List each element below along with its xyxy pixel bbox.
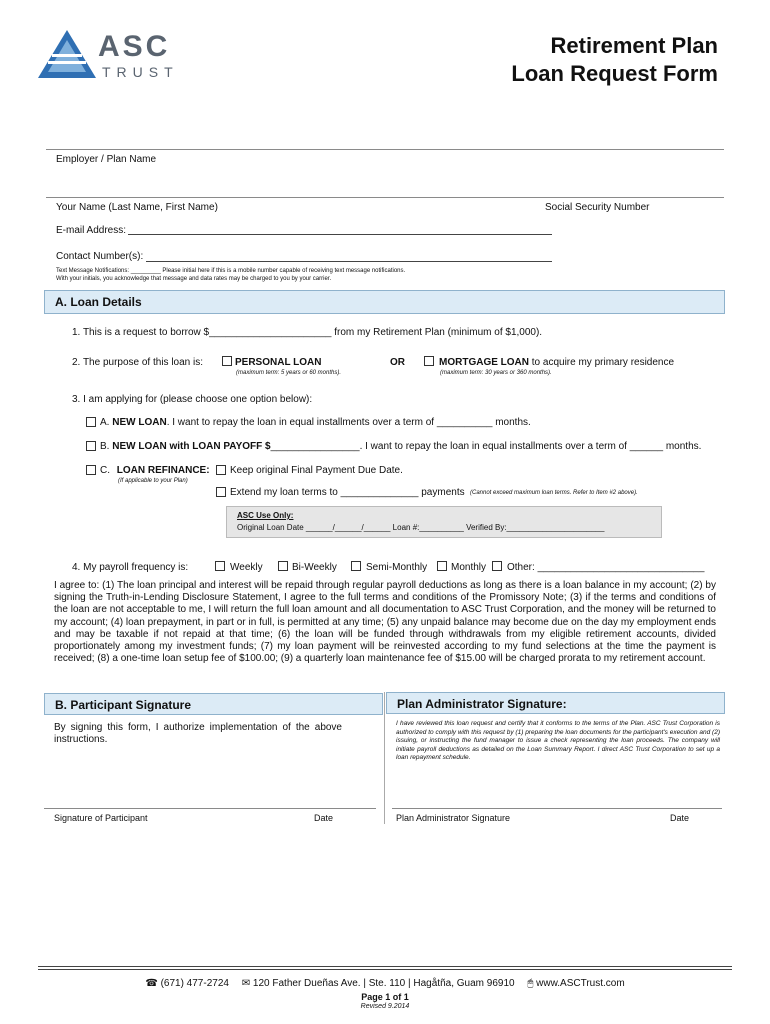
keep-original-label: Keep original Final Payment Due Date. — [230, 465, 403, 476]
option-c-line — [100, 465, 210, 476]
form-title — [511, 32, 718, 88]
option-b-rest: ________________. I want to repay the loan in equal installments over a term of ______ months. — [270, 441, 702, 452]
footer-web[interactable]: www.ASCTrust.com — [536, 978, 625, 989]
freq-biweekly-checkbox[interactable] — [278, 561, 288, 571]
asc-use-box — [226, 506, 662, 538]
section-a-title: A. Loan Details — [55, 295, 142, 309]
logo-name: ASC — [98, 30, 171, 63]
asc-logo-icon — [36, 28, 98, 80]
freq-biweekly-label: Bi-Weekly — [292, 562, 337, 573]
personal-loan-term: (maximum term: 5 years or 60 months). — [236, 370, 342, 376]
option-b-checkbox[interactable] — [86, 441, 96, 451]
freq-semimonthly-checkbox[interactable] — [351, 561, 361, 571]
option-a-label: A. — [100, 417, 110, 428]
plan-admin-sig-label: Plan Administrator Signature — [396, 813, 511, 823]
option-c-note: (If applicable to your Plan) — [118, 478, 188, 484]
agreement-text: I agree to: (1) The loan principal and interest will be repaid through regular payroll deductions as long as there is a loan balance in my account; (2) by signing the Truth-in-Lending Disclosure Statement, I agree to the full terms and conditions of the Promissory Note; (3) if the terms and conditions of the loan are not acceptable to me, I will return the full loan amount and all documentation to ASC Trust Corporation, and the money will be returned to my account; (4) loan prepayment, in part or in full, is permitted at any time; (5) any unpaid balance may become due on the day my employment ends and may be taxable if not repaid at that time; (6) the loan will be funded through withdrawals from my eligible retirement accounts, divided proportionately among my investment funds; (7) my loan payment will be reinvested according to my fund selections at the time the payment is received; (8) a one-time loan setup fee of $100.00; (9) a quarterly loan maintenance fee of $15.00 will be charged prorata to my retirement account. — [54, 580, 716, 665]
asc-use-title: ASC Use Only: — [237, 511, 294, 520]
option-b-line — [100, 441, 701, 452]
participant-signature-field[interactable] — [44, 808, 376, 809]
participant-sig-label: Signature of Participant — [54, 813, 148, 823]
option-a-checkbox[interactable] — [86, 417, 96, 427]
extend-terms-checkbox[interactable] — [216, 487, 226, 497]
asc-use-line: Original Loan Date ______/______/______ Loan #:__________ Verified By:______________________ — [237, 523, 605, 532]
option-a-rest: . I want to repay the loan in equal installments over a term of __________ months. — [166, 417, 531, 428]
footer-contact — [0, 978, 770, 989]
option-a-line — [100, 417, 531, 428]
mail-icon: ✉ — [241, 978, 251, 989]
option-c-bold: LOAN REFINANCE: — [116, 465, 210, 476]
revised-date: Revised 9.2014 — [360, 1003, 410, 1010]
personal-loan-checkbox[interactable] — [222, 356, 232, 366]
footer-address: 120 Father Dueñas Ave. | Ste. 110 | Hagåtña, Guam 96910 — [252, 978, 515, 989]
contact-label: Contact Number(s): — [56, 251, 144, 262]
footer-phone: (671) 477-2724 — [160, 978, 229, 989]
plan-admin-title: Plan Administrator Signature: — [397, 697, 567, 711]
mortgage-loan-rest: to acquire my primary residence — [529, 357, 675, 368]
or-label: OR — [390, 357, 405, 368]
section-b-header — [44, 693, 383, 715]
extend-terms-note: (Cannot exceed maximum loan terms. Refer to Item #2 above). — [470, 490, 638, 496]
logo — [36, 28, 186, 84]
mortgage-loan-term: (maximum term: 30 years or 360 months). — [440, 370, 552, 376]
employer-field[interactable] — [56, 166, 724, 194]
plan-admin-date-label: Date — [670, 813, 690, 823]
applying-lead: 3. I am applying for (please choose one option below): — [72, 394, 313, 405]
mortgage-loan-label: MORTGAGE LOAN — [439, 357, 529, 368]
keep-original-checkbox[interactable] — [216, 465, 226, 475]
section-a-header — [44, 290, 725, 314]
your-name-label: Your Name (Last Name, First Name) — [56, 202, 218, 213]
text-notice-1: Text Message Notifications: _________ Please initial here if this is a mobile number capable of receiving text message notifications. — [56, 268, 406, 274]
phone-icon: ☎ — [145, 978, 158, 989]
mortgage-loan-checkbox[interactable] — [424, 356, 434, 366]
section-b-text: By signing this form, I authorize implementation of the above instructions. — [54, 722, 342, 745]
email-field[interactable] — [128, 234, 552, 235]
ssn-label: Social Security Number — [545, 202, 650, 213]
section-b-title: B. Participant Signature — [55, 698, 192, 712]
freq-monthly-label: Monthly — [451, 562, 487, 573]
extend-terms-label: Extend my loan terms to ______________ payments — [230, 487, 465, 498]
logo-sub: TRUST — [102, 64, 179, 80]
plan-admin-header — [386, 692, 725, 714]
plan-admin-signature-field[interactable] — [392, 808, 722, 809]
option-b-label: B. — [100, 441, 110, 452]
text-notice-2: With your initials, you acknowledge that message and data rates may be charged to you by your carrier. — [56, 276, 332, 282]
loan-amount-line: 1. This is a request to borrow $______________________ from my Retirement Plan (minimum of $1,000). — [72, 327, 543, 338]
freq-monthly-checkbox[interactable] — [437, 561, 447, 571]
option-a-bold: NEW LOAN — [112, 417, 167, 428]
plan-admin-text: I have reviewed this loan request and certify that it conforms to the terms of the Plan. ASC Trust Corporation is authorized to comply with this request by (1) preparing the loan documents for the participant's execution and (2) issuing, or instructing the fund manager to issue a check representing the loan proceeds. The company will initiate payroll deductions as detailed on the Loan Summary Report. I direct ASC Trust Corporation to set up a loan repayment schedule. — [396, 720, 720, 762]
section-divider — [384, 692, 385, 824]
option-c-label: C. — [100, 465, 110, 476]
page-number: Page 1 of 1 — [361, 992, 409, 1002]
freq-weekly-checkbox[interactable] — [215, 561, 225, 571]
option-c-checkbox[interactable] — [86, 465, 96, 475]
mortgage-loan-line — [439, 357, 674, 368]
freq-other-label: Other: ______________________________ — [507, 562, 705, 573]
purpose-lead: 2. The purpose of this loan is: — [72, 357, 204, 368]
personal-loan-label: PERSONAL LOAN — [235, 357, 322, 368]
payroll-lead: 4. My payroll frequency is: — [72, 562, 189, 573]
option-b-bold: NEW LOAN with LOAN PAYOFF $ — [112, 441, 271, 452]
freq-semimonthly-label: Semi-Monthly — [366, 562, 428, 573]
title-line1: Retirement Plan — [550, 33, 718, 58]
title-line2: Loan Request Form — [511, 61, 718, 86]
email-label: E-mail Address: — [56, 225, 127, 236]
web-icon: 🖱 — [527, 978, 534, 989]
participant-date-label: Date — [314, 813, 334, 823]
freq-other-checkbox[interactable] — [492, 561, 502, 571]
contact-field[interactable] — [146, 261, 552, 262]
employer-label: Employer / Plan Name — [56, 154, 157, 165]
freq-weekly-label: Weekly — [230, 562, 263, 573]
